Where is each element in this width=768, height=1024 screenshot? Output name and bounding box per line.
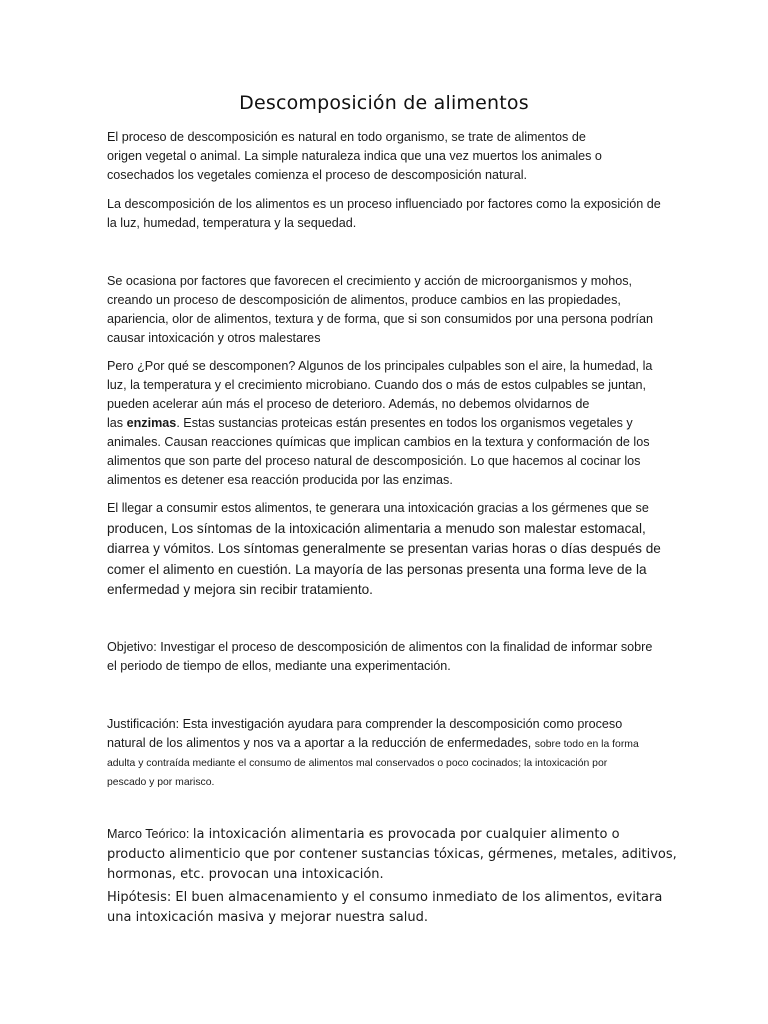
paragraph-why: [107, 357, 667, 490]
paragraph-line: cosechados los vegetales comienza el proceso de descomposición natural.: [107, 168, 528, 182]
text-run: las: [107, 416, 127, 430]
paragraph-line: hormonas, etc. provocan una intoxicación.: [107, 867, 384, 882]
paragraph-line: diarrea y vómitos. Los síntomas generalmente se presentan varias horas o días después de: [107, 541, 661, 556]
paragraph-line: causar intoxicación y otros malestares: [107, 331, 321, 345]
paragraph-line: producen, Los síntomas de la intoxicación alimentaria a menudo son malestar estomacal,: [107, 520, 646, 536]
paragraph-factors: [107, 195, 667, 233]
paragraph-line: pescado y por marisco.: [107, 777, 215, 788]
paragraph-line: pueden acelerar aún más el proceso de deterioro. Además, no debemos olvidarnos de: [107, 397, 590, 411]
document-title: Descomposición de alimentos: [239, 92, 529, 114]
paragraph-line: animales. Causan reacciones químicas que implican cambios en la textura y conformación de los: [107, 435, 650, 449]
paragraph-line: [107, 825, 667, 845]
paragraph-line: Pero ¿Por qué se descomponen? Algunos de los principales culpables son el aire, la humedad, la: [107, 359, 653, 373]
paragraph-line: alimentos que son parte del proceso natural de descomposición. Lo que hacemos al cocinar los: [107, 454, 641, 468]
text-run: la intoxicación alimentaria es provocada por cualquier alimento o: [192, 827, 620, 842]
paragraph-line: creando un proceso de descomposición de alimentos, produce cambios en las propiedades,: [107, 293, 621, 307]
paragraph-line: apariencia, olor de alimentos, textura y de forma, que si son consumidos por una persona podrían: [107, 312, 654, 326]
paragraph-line: La descomposición de los alimentos es un proceso influenciado por factores como la exposición de: [107, 197, 661, 211]
paragraph-line: Hipótesis: El buen almacenamiento y el consumo inmediato de los alimentos, evitara: [107, 890, 663, 905]
paragraph-line: alimentos es detener esa reacción producida por las enzimas.: [107, 473, 453, 487]
bold-term-enzimas: enzimas: [126, 416, 177, 430]
paragraph-hipotesis: [107, 888, 667, 928]
paragraph-line: la luz, humedad, temperatura y la sequedad.: [107, 216, 357, 230]
paragraph-line: origen vegetal o animal. La simple naturaleza indica que una vez muertos los animales o: [107, 149, 602, 163]
paragraph-symptoms: [107, 498, 667, 601]
text-run-small: sobre todo en la forma: [534, 739, 639, 750]
text-run: . Estas sustancias proteicas están presentes en todos los organismos vegetales y: [176, 416, 633, 430]
paragraph-line: luz, la temperatura y el crecimiento microbiano. Cuando dos o más de estos culpables se juntan,: [107, 378, 647, 392]
paragraph-objetivo: [107, 638, 667, 676]
paragraph-line: [107, 734, 667, 754]
paragraph-line: enfermedad y mejora sin recibir tratamiento.: [107, 582, 373, 597]
paragraph-causes: [107, 272, 667, 348]
paragraph-line: el periodo de tiempo de ellos, mediante una experimentación.: [107, 659, 451, 673]
paragraph-line: [107, 414, 667, 433]
paragraph-line: Se ocasiona por factores que favorecen el crecimiento y acción de microorganismos y mohos,: [107, 274, 632, 288]
paragraph-justificacion: [107, 715, 667, 792]
paragraph-marco-teorico: [107, 825, 677, 885]
paragraph-line: El proceso de descomposición es natural en todo organismo, se trate de alimentos de: [107, 130, 586, 144]
paragraph-line: una intoxicación masiva y mejorar nuestra salud.: [107, 910, 428, 925]
paragraph-intro: [107, 128, 667, 185]
paragraph-line: Objetivo: Investigar el proceso de descomposición de alimentos con la finalidad de informar sobre: [107, 640, 653, 654]
paragraph-line: adulta y contraída mediante el consumo de alimentos mal conservados o poco cocinados; la intoxicación por: [107, 758, 608, 769]
paragraph-line: El llegar a consumir estos alimentos, te generara una intoxicación gracias a los gérmenes que se: [107, 501, 649, 515]
paragraph-line: producto alimenticio que por contener sustancias tóxicas, gérmenes, metales, aditivos,: [107, 847, 677, 862]
paragraph-line: comer el alimento en cuestión. La mayoría de las personas presenta una forma leve de la: [107, 561, 647, 577]
paragraph-line: Justificación: Esta investigación ayudara para comprender la descomposición como proceso: [107, 717, 623, 731]
text-run: natural de los alimentos y nos va a aportar a la reducción de enfermedades,: [107, 736, 535, 750]
marco-label: Marco Teórico:: [107, 827, 193, 841]
